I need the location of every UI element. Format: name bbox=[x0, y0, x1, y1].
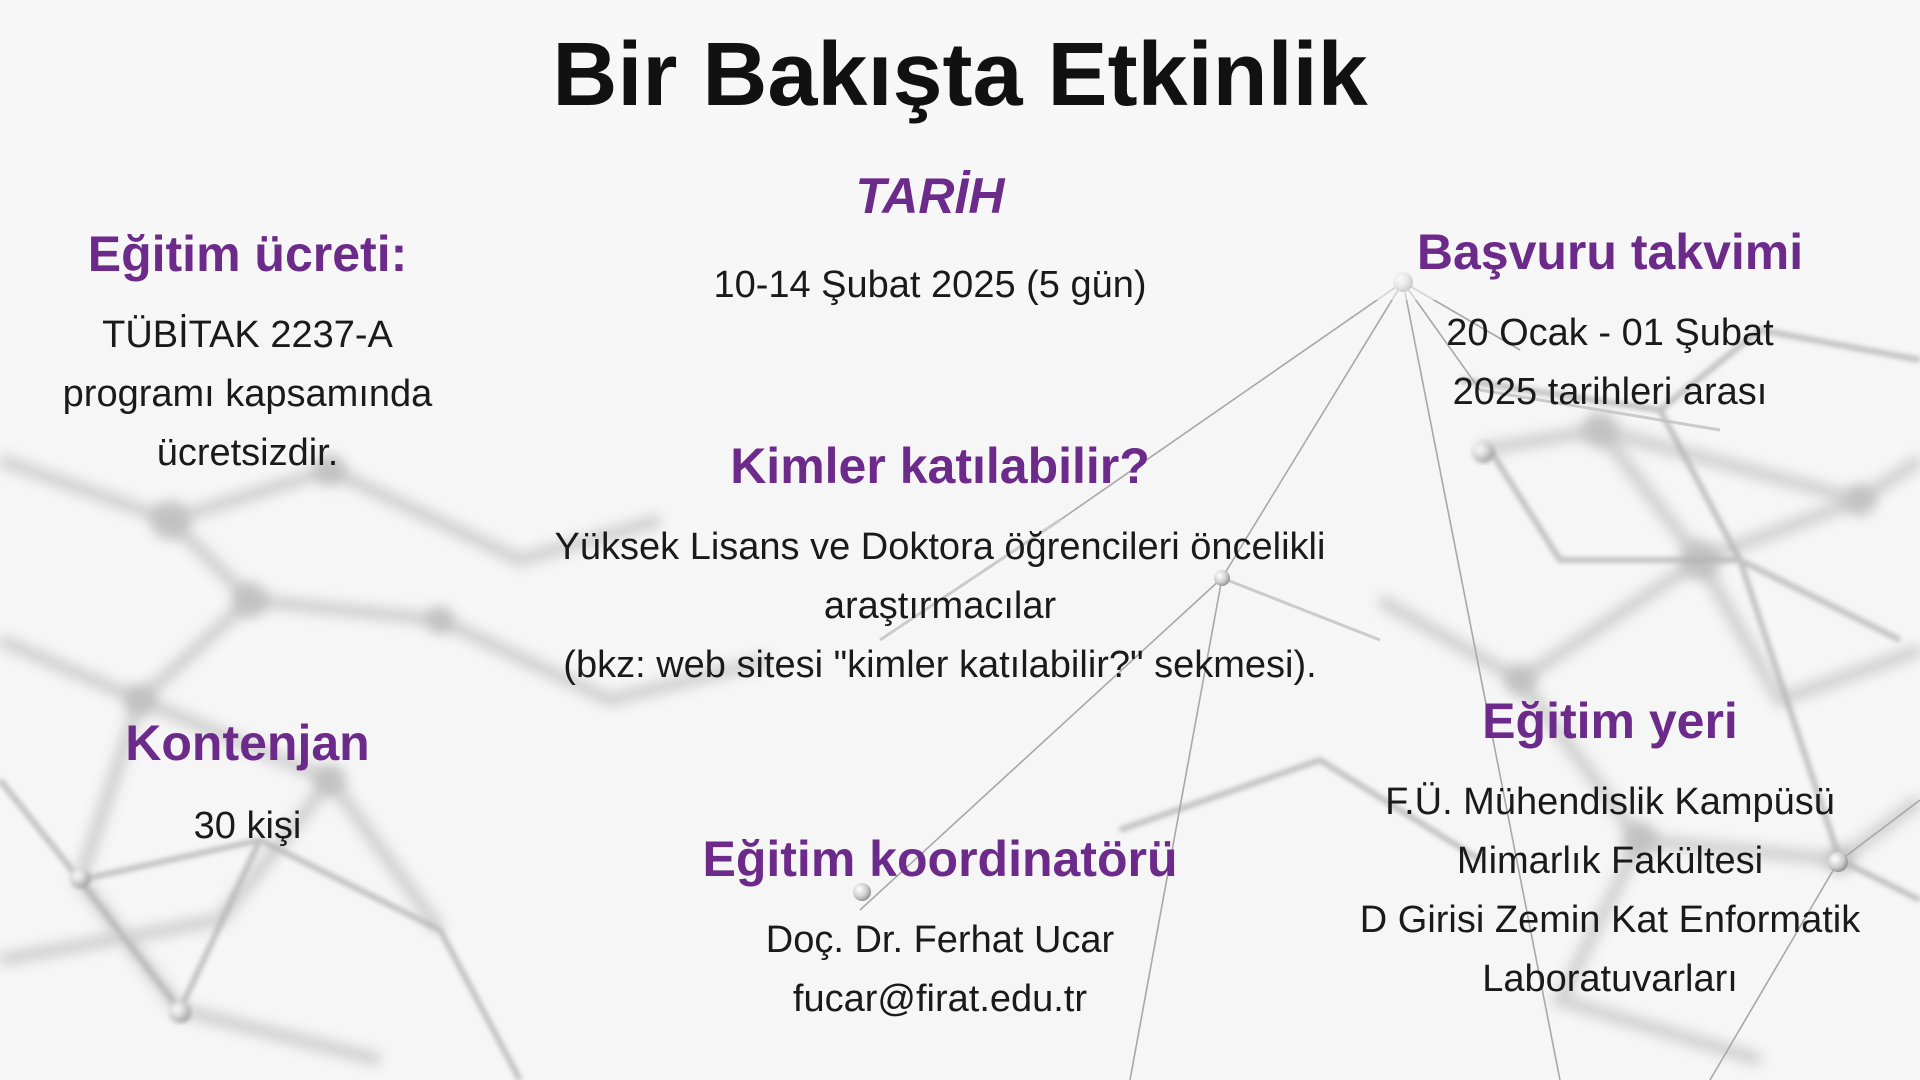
fee-line: programı kapsamında bbox=[62, 373, 433, 415]
coordinator-email[interactable]: fucar@firat.edu.tr bbox=[792, 978, 1088, 1020]
coordinator-section bbox=[530, 829, 1350, 1029]
fee-line: ücretsizdir. bbox=[156, 432, 339, 474]
page-title: Bir Bakışta Etkinlik bbox=[552, 25, 1368, 125]
fee-line: TÜBİTAK 2237-A bbox=[102, 314, 393, 356]
eligibility-line: (bkz: web sitesi "kimler katılabilir?" sekmesi). bbox=[563, 644, 1317, 686]
application-heading: Başvuru takvimi bbox=[1416, 224, 1804, 280]
date-heading: TARİH bbox=[855, 168, 1005, 224]
date-text bbox=[530, 256, 1330, 315]
coordinator-text bbox=[530, 911, 1350, 1029]
location-text bbox=[1330, 773, 1890, 1009]
eligibility-line: Yüksek Lisans ve Doktora öğrencileri öncelikli bbox=[554, 526, 1326, 568]
location-line: D Girisi Zemin Kat Enformatik bbox=[1359, 899, 1861, 941]
application-section bbox=[1340, 222, 1880, 422]
date-section bbox=[530, 166, 1330, 315]
date-value: 10-14 Şubat 2025 (5 gün) bbox=[713, 264, 1147, 306]
application-line: 2025 tarihleri arası bbox=[1452, 371, 1768, 413]
application-text bbox=[1340, 304, 1880, 422]
eligibility-heading: Kimler katılabilir? bbox=[730, 438, 1150, 494]
location-section bbox=[1330, 691, 1890, 1009]
eligibility-line: araştırmacılar bbox=[823, 585, 1057, 627]
location-line: Laboratuvarları bbox=[1482, 958, 1738, 1000]
eligibility-section bbox=[500, 436, 1380, 695]
fee-section bbox=[20, 224, 475, 483]
quota-text bbox=[20, 797, 475, 856]
application-line: 20 Ocak - 01 Şubat bbox=[1446, 312, 1774, 354]
fee-heading: Eğitim ücreti: bbox=[87, 226, 408, 282]
quota-section bbox=[20, 713, 475, 856]
coordinator-heading: Eğitim koordinatörü bbox=[702, 831, 1178, 887]
location-line: F.Ü. Mühendislik Kampüsü bbox=[1385, 781, 1835, 823]
eligibility-text bbox=[500, 518, 1380, 695]
coordinator-name: Doç. Dr. Ferhat Ucar bbox=[765, 919, 1115, 961]
location-heading: Eğitim yeri bbox=[1482, 693, 1738, 749]
location-line: Mimarlık Fakültesi bbox=[1456, 840, 1764, 882]
quota-value: 30 kişi bbox=[193, 805, 302, 847]
fee-text bbox=[20, 306, 475, 483]
quota-heading: Kontenjan bbox=[125, 715, 370, 771]
